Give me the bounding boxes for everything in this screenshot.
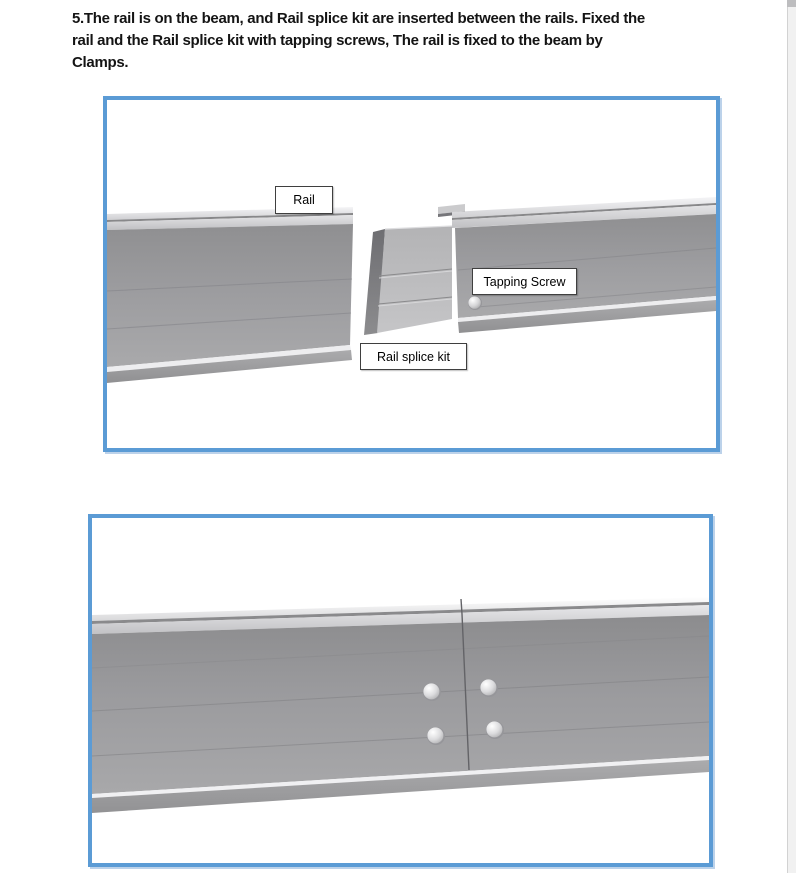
joined-rail xyxy=(92,597,709,813)
label-tapping-screw xyxy=(472,268,577,295)
tapping-screw-head xyxy=(423,683,439,699)
tapping-screw-head xyxy=(486,721,502,737)
label-rail-splice-kit xyxy=(360,343,467,370)
tapping-screw-head xyxy=(427,727,443,743)
joined-rail-illustration xyxy=(92,518,709,863)
splice-kit-front-face xyxy=(377,226,452,333)
tapping-screw-head xyxy=(480,679,496,695)
heading-line-3: Clamps. xyxy=(72,54,129,71)
figure-rails-joined xyxy=(88,514,713,867)
label-tapping-screw-text: Tapping Screw xyxy=(483,274,566,289)
label-rail-text: Rail xyxy=(293,193,315,207)
tapping-screw xyxy=(427,727,445,745)
left-rail xyxy=(107,207,353,383)
tapping-screw xyxy=(423,683,441,701)
instruction-heading xyxy=(72,8,732,74)
page-edge-gutter-top xyxy=(787,0,796,7)
left-rail-face xyxy=(107,224,353,367)
label-rail-splice-kit-text: Rail splice kit xyxy=(377,349,450,364)
tapping-screw xyxy=(468,296,482,310)
heading-line-1: 5.The rail is on the beam, and Rail splice kit are inserted between the rails. Fixed the xyxy=(72,10,645,27)
label-rail xyxy=(275,186,333,214)
tapping-screw xyxy=(480,679,498,697)
rail-splice-illustration xyxy=(107,100,716,448)
tapping-screw-head xyxy=(468,296,480,308)
page-edge-gutter xyxy=(787,0,796,873)
heading-line-2: rail and the Rail splice kit with tapping screws, The rail is fixed to the beam by xyxy=(72,32,603,49)
rail-splice-kit xyxy=(364,226,452,335)
right-rail xyxy=(438,197,716,333)
figure-splice-kit-exploded xyxy=(103,96,720,452)
tapping-screw xyxy=(486,721,504,739)
